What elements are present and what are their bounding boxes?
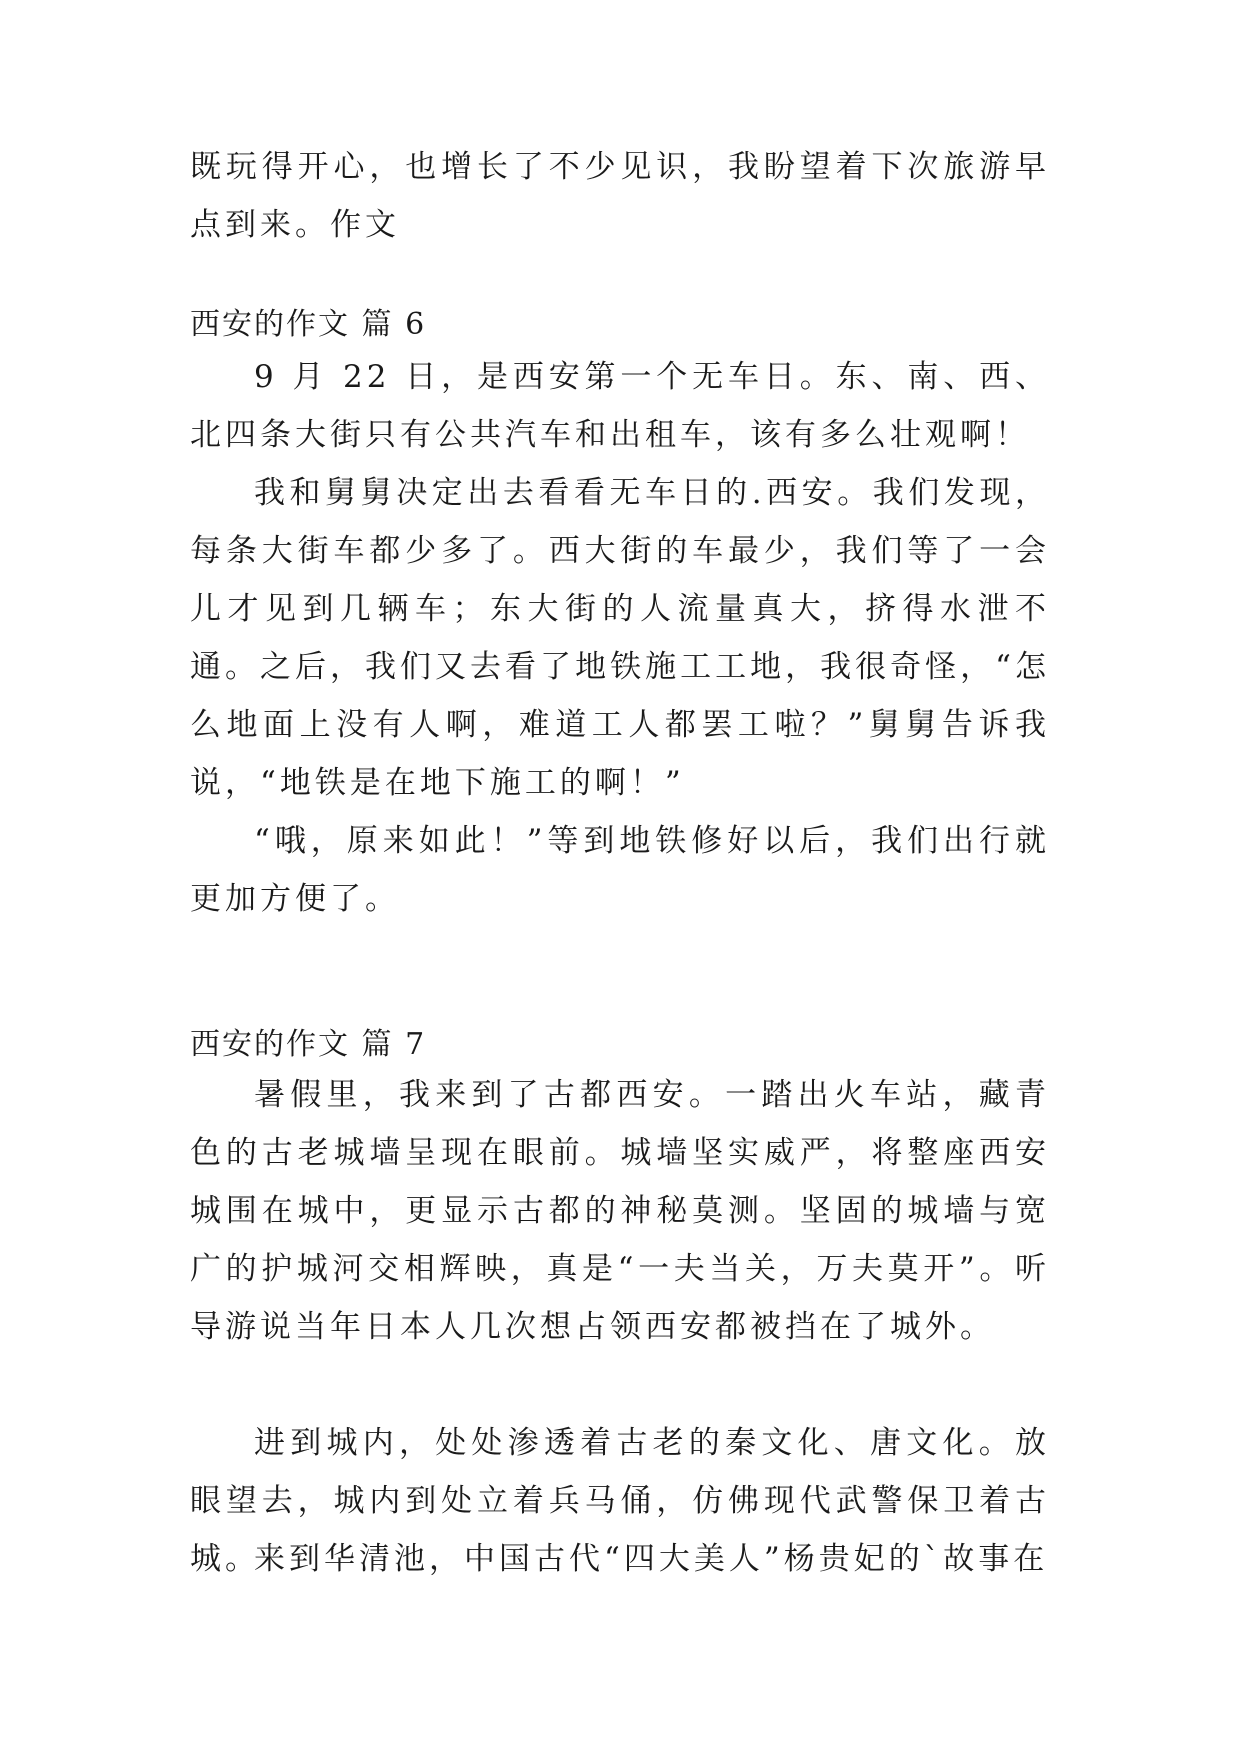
section-7-paragraph-2: 进到城内，处处渗透着古老的秦文化、唐文化。放眼望去，城内到处立着兵马俑，仿佛现代武警保卫着古城。 [190,1425,1050,1577]
section-7-paragraph-3: 来到华清池，中国古代“四大美人”杨贵妃的`故事在 [254,1541,1049,1577]
section-6-paragraph-2: 我和舅舅决定出去看看无车日的.西安。我们发现，每条大街车都少多了。西大街的车最少，我们等了一会儿才见到几辆车；东大街的人流量真大，挤得水泄不通。之后，我们又去看了地铁施工工地，我很奇怪，“怎么地面上没有人啊，难道工人都罢工啦？”舅舅告诉我说，“地铁是在地下施工的啊！” [190,475,1050,801]
section-7-heading: 西安的作文 篇 7 [190,1027,427,1062]
section-6-paragraph-1: 9 月 22 日，是西安第一个无车日。东、南、西、北四条大街只有公共汽车和出租车，该有多么壮观啊！ [190,359,1050,453]
section-6-paragraph-3: “哦，原来如此！”等到地铁修好以后，我们出行就更加方便了。 [190,823,1050,917]
intro-paragraph: 既玩得开心，也增长了不少见识，我盼望着下次旅游早点到来。作文 [190,149,1050,243]
section-6-heading: 西安的作文 篇 6 [190,307,427,342]
section-7-paragraph-1: 暑假里，我来到了古都西安。一踏出火车站，藏青色的古老城墙呈现在眼前。城墙坚实威严，将整座西安城围在城中，更显示古都的神秘莫测。坚固的城墙与宽广的护城河交相辉映，真是“一夫当关，万夫莫开”。听导游说当年日本人几次想占领西安都被挡在了城外。 [190,1077,1050,1345]
